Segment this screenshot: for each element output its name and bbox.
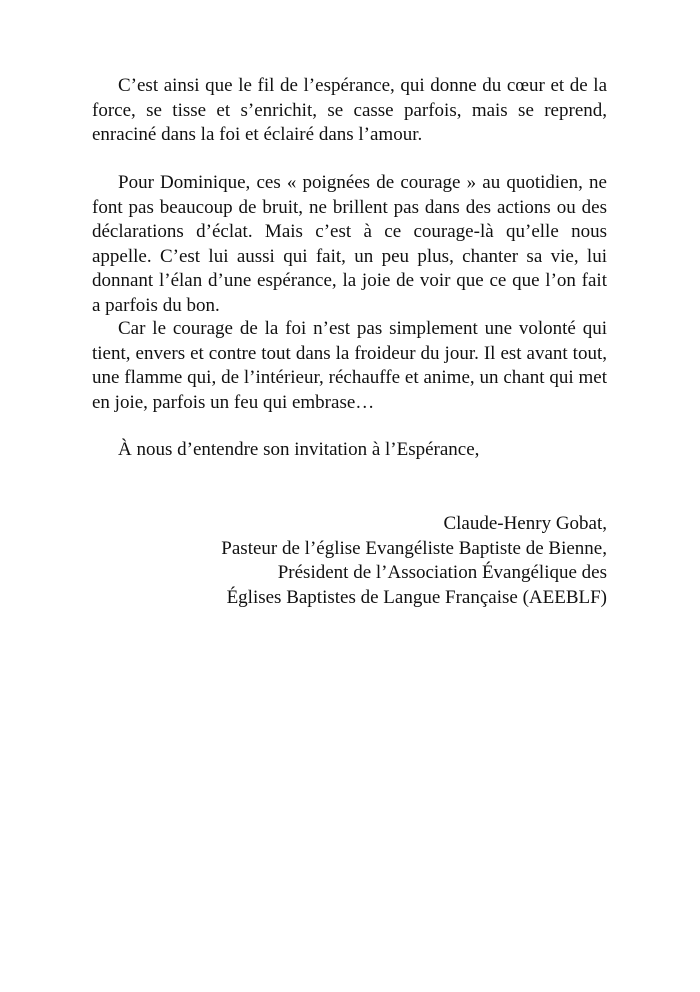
paragraph-4: À nous d’entendre son invitation à l’Espérance, xyxy=(118,439,480,460)
signature-role-3: Églises Baptistes de Langue Française (AEEBLF) xyxy=(226,586,607,608)
signature-block xyxy=(92,512,607,610)
paragraph-2: Pour Dominique, ces « poignées de courage » au quotidien, ne font pas beaucoup de bruit, ne brillent pas dans des actions ou des déclarations d’éclat. Mais c’est à ce courage-là qu’elle nous appelle. C’est lui aussi qui fait, un peu plus, chanter sa vie, lui donnant l’élan d’une espérance, la joie de voir que ce que l’on fait a parfois du bon. xyxy=(92,172,607,316)
signature-role-2: Président de l’Association Évangélique des xyxy=(277,562,607,583)
signature-name: Claude-Henry Gobat, xyxy=(443,513,607,534)
paragraph-1: C’est ainsi que le fil de l’espérance, qui donne du cœur et de la force, se tisse et s’enrichit, se casse parfois, mais se reprend, enraciné dans la foi et éclairé dans l’amour. xyxy=(92,75,607,145)
signature-role-1: Pasteur de l’église Evangéliste Baptiste de Bienne, xyxy=(221,537,607,559)
paragraph-3: Car le courage de la foi n’est pas simplement une volonté qui tient, envers et contre tout dans la froideur du jour. Il est avant tout, une flamme qui, de l’intérieur, réchauffe et anime, un chant qui met en joie, parfois un feu qui embrase… xyxy=(92,318,607,413)
